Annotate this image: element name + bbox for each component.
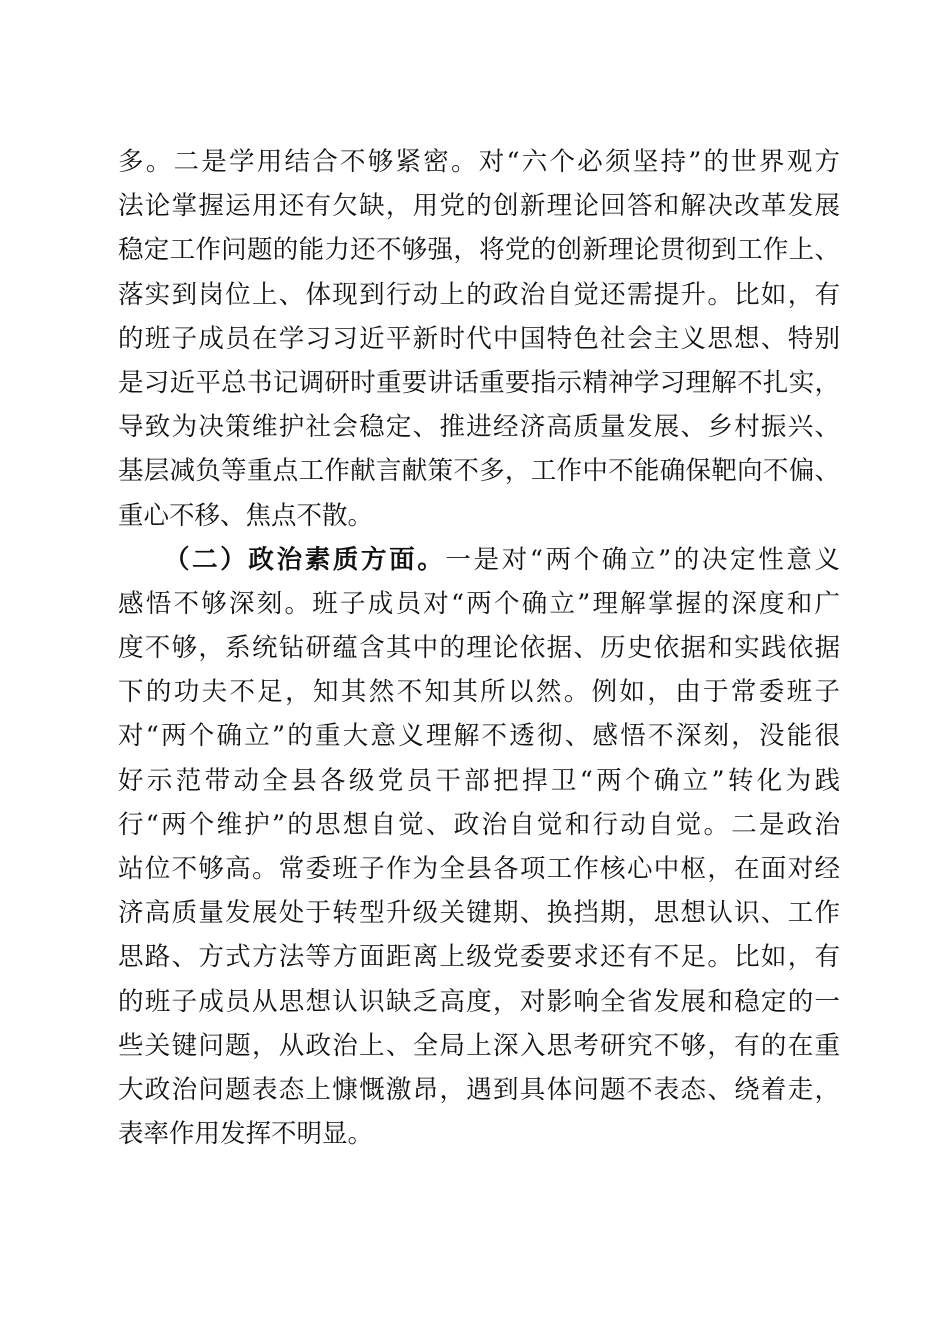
paragraph-2 <box>118 538 840 1157</box>
text-line: 的班子成员从思想认识缺乏高度，对影响全省发展和稳定的一 <box>118 986 840 1017</box>
text-line: 是习近平总书记调研时重要讲话重要指示精神学习理解不扎实， <box>118 367 840 398</box>
document-body <box>118 140 840 1156</box>
text-line: 大政治问题表态上慷慨激昂，遇到具体问题不表态、绕着走， <box>118 1074 840 1105</box>
text-line: 稳定工作问题的能力还不够强，将党的创新理论贯彻到工作上、 <box>118 235 840 266</box>
section-heading: （二）政治素质方面。 <box>164 544 446 575</box>
text-line: 多。二是学用结合不够紧密。对“六个必须坚持”的世界观方 <box>118 147 840 177</box>
text-line: 思路、方式方法等方面距离上级党委要求还有不足。比如，有 <box>118 942 840 973</box>
text-line: 对“两个确立”的重大意义理解不透彻、感悟不深刻，没能很 <box>118 721 840 752</box>
text-line: 落实到岗位上、体现到行动上的政治自觉还需提升。比如，有 <box>118 279 840 310</box>
text-line: 表率作用发挥不明显。 <box>118 1119 374 1150</box>
text-line: 感悟不够深刻。班子成员对“两个确立”理解掌握的深度和广 <box>118 588 840 619</box>
text-line: 的班子成员在学习习近平新时代中国特色社会主义思想、特别 <box>118 323 840 354</box>
text-line: 重心不移、焦点不散。 <box>118 500 374 531</box>
text-line: 好示范带动全县各级党员干部把捍卫“两个确立”转化为践 <box>118 765 840 796</box>
text-line: 些关键问题，从政治上、全局上深入思考研究不够，有的在重 <box>118 1030 840 1061</box>
text-line: 下的功夫不足，知其然不知其所以然。例如，由于常委班子 <box>118 677 840 708</box>
text-line: 站位不够高。常委班子作为全县各项工作核心中枢，在面对经 <box>118 854 840 884</box>
paragraph-1 <box>118 140 840 538</box>
text-line: 导致为决策维护社会稳定、推进经济高质量发展、乡村振兴、 <box>118 412 840 443</box>
text-line: 基层减负等重点工作献言献策不多，工作中不能确保靶向不偏、 <box>118 456 840 487</box>
text-line: 法论掌握运用还有欠缺，用党的创新理论回答和解决改革发展 <box>118 191 840 222</box>
text-line-first <box>118 538 840 582</box>
text-line: 度不够，系统钻研蕴含其中的理论依据、历史依据和实践依据 <box>118 633 840 664</box>
text-line: 济高质量发展处于转型升级关键期、换挡期，思想认识、工作 <box>118 898 840 929</box>
text-fragment: 一是对“两个确立”的决定性意义 <box>445 544 840 575</box>
text-line: 行“两个维护”的思想自觉、政治自觉和行动自觉。二是政治 <box>118 809 840 840</box>
